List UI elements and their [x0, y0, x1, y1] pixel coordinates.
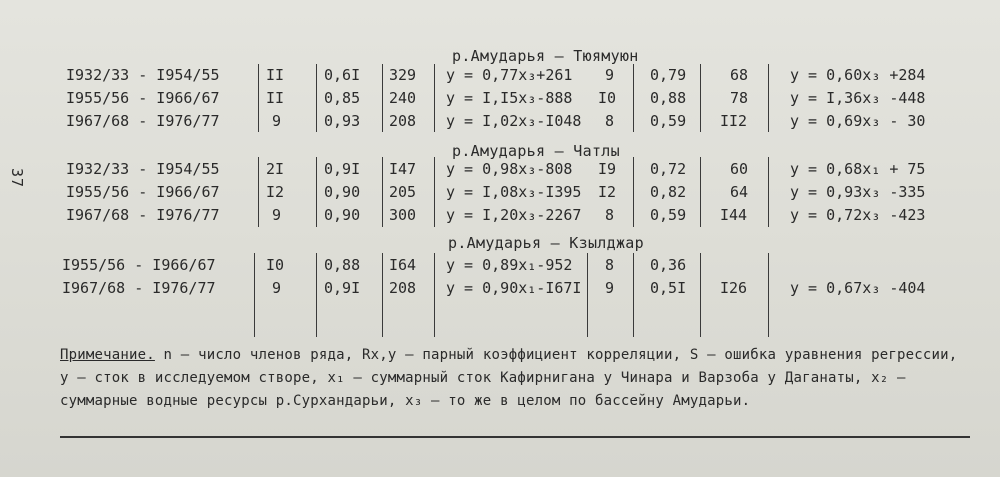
- row-n: I0: [266, 256, 285, 274]
- row-equation: y = I,20x₃-2267: [446, 206, 582, 224]
- column-rule: [633, 157, 634, 227]
- row-n: II: [266, 66, 285, 84]
- row-n: 2I: [266, 160, 285, 178]
- row-r: 0,72: [650, 160, 687, 178]
- row-s: 60: [730, 160, 749, 178]
- row-r: 0,36: [650, 256, 687, 274]
- row-s: 300: [389, 206, 417, 224]
- row-s: 208: [389, 112, 417, 130]
- row-equation: y = I,02x₃-I048: [446, 112, 582, 130]
- row-r: 0,90: [324, 206, 361, 224]
- row-r: 0,9I: [324, 279, 361, 297]
- row-r: 0,93: [324, 112, 361, 130]
- row-period: I967/68 - I976/77: [66, 112, 220, 130]
- row-period: I932/33 - I954/55: [66, 160, 220, 178]
- row-r: 0,9I: [324, 160, 361, 178]
- page-number: 37: [8, 168, 26, 189]
- row-equation: y = I,I5x₃-888: [446, 89, 573, 107]
- row-period: I967/68 - I976/77: [62, 279, 216, 297]
- section-title-kzyldzhar: р.Амударья – Кзылджар: [448, 234, 644, 252]
- row-equation: y = 0,69x₃ - 30: [790, 112, 926, 130]
- row-s: 329: [389, 66, 417, 84]
- row-equation: y = 0,89x₁-952: [446, 256, 573, 274]
- row-n: 8: [605, 206, 615, 224]
- row-period: I967/68 - I976/77: [66, 206, 220, 224]
- row-n: 8: [605, 256, 615, 274]
- row-s: 205: [389, 183, 417, 201]
- section-title-tyuyamuyun: р.Амударья – Тюямуюн: [452, 47, 639, 65]
- row-n: I9: [598, 160, 617, 178]
- column-rule: [700, 253, 701, 337]
- column-rule: [258, 64, 259, 132]
- row-s: I47: [389, 160, 417, 178]
- row-r: 0,88: [650, 89, 687, 107]
- column-rule: [254, 253, 255, 337]
- row-equation: y = 0,67x₃ -404: [790, 279, 926, 297]
- row-r: 0,5I: [650, 279, 687, 297]
- column-rule: [768, 157, 769, 227]
- row-r: 0,59: [650, 206, 687, 224]
- row-equation: y = 0,98x₃-808: [446, 160, 573, 178]
- row-equation: y = 0,77x₃+261: [446, 66, 573, 84]
- row-period: I955/56 - I966/67: [62, 256, 216, 274]
- column-rule: [768, 64, 769, 132]
- row-equation: y = I,36x₃ -448: [790, 89, 926, 107]
- row-n: 9: [605, 66, 615, 84]
- footnote-line-3: суммарные водные ресурсы р.Сурхандарьи, x₃ – то же в целом по бассейну Амударьи.: [60, 393, 751, 409]
- row-period: I955/56 - I966/67: [66, 183, 220, 201]
- bottom-rule: [60, 436, 970, 438]
- row-r: 0,59: [650, 112, 687, 130]
- row-n: I2: [266, 183, 285, 201]
- column-rule: [316, 157, 317, 227]
- footnote: [60, 344, 990, 413]
- section-title-chatly: р.Амударья – Чатлы: [452, 142, 620, 160]
- footnote-label: Примечание.: [60, 347, 155, 363]
- column-rule: [316, 253, 317, 337]
- row-s: I64: [389, 256, 417, 274]
- row-equation: y = 0,60x₃ +284: [790, 66, 926, 84]
- row-n: I2: [598, 183, 617, 201]
- row-equation: y = 0,72x₃ -423: [790, 206, 926, 224]
- row-n: II: [266, 89, 285, 107]
- column-rule: [382, 157, 383, 227]
- column-rule: [434, 157, 435, 227]
- column-rule: [434, 64, 435, 132]
- row-s: 240: [389, 89, 417, 107]
- row-s: 208: [389, 279, 417, 297]
- row-equation: y = 0,90x₁-I67I: [446, 279, 582, 297]
- row-n: 9: [272, 279, 282, 297]
- row-s: I44: [720, 206, 748, 224]
- column-rule: [316, 64, 317, 132]
- row-s: II2: [720, 112, 748, 130]
- column-rule: [434, 253, 435, 337]
- row-period: I932/33 - I954/55: [66, 66, 220, 84]
- column-rule: [382, 64, 383, 132]
- row-r: 0,85: [324, 89, 361, 107]
- footnote-text-1: n – число членов ряда, Rx,y – парный коэффициент корреляции, S – ошибка уравнения регрессии,: [154, 347, 958, 363]
- row-s: 68: [730, 66, 749, 84]
- footnote-line-2: y – сток в исследуемом створе, x₁ – суммарный сток Кафирнигана у Чинара и Варзоба у Даганаты, x₂ –: [60, 370, 906, 386]
- column-rule: [768, 253, 769, 337]
- row-r: 0,6I: [324, 66, 361, 84]
- column-rule: [587, 253, 588, 337]
- column-rule: [633, 64, 634, 132]
- column-rule: [700, 157, 701, 227]
- row-equation: y = 0,68x₁ + 75: [790, 160, 926, 178]
- column-rule: [382, 253, 383, 337]
- column-rule: [258, 157, 259, 227]
- row-n: 9: [272, 206, 282, 224]
- row-s: 64: [730, 183, 749, 201]
- row-n: I0: [598, 89, 617, 107]
- row-s: 78: [730, 89, 749, 107]
- row-period: I955/56 - I966/67: [66, 89, 220, 107]
- row-equation: y = I,08x₃-I395: [446, 183, 582, 201]
- row-n: 8: [605, 112, 615, 130]
- column-rule: [633, 253, 634, 337]
- row-r: 0,82: [650, 183, 687, 201]
- row-r: 0,88: [324, 256, 361, 274]
- row-r: 0,79: [650, 66, 687, 84]
- row-n: 9: [272, 112, 282, 130]
- row-r: 0,90: [324, 183, 361, 201]
- column-rule: [700, 64, 701, 132]
- row-equation: y = 0,93x₃ -335: [790, 183, 926, 201]
- row-n: 9: [605, 279, 615, 297]
- row-s: I26: [720, 279, 748, 297]
- footnote-line-1: [60, 344, 990, 367]
